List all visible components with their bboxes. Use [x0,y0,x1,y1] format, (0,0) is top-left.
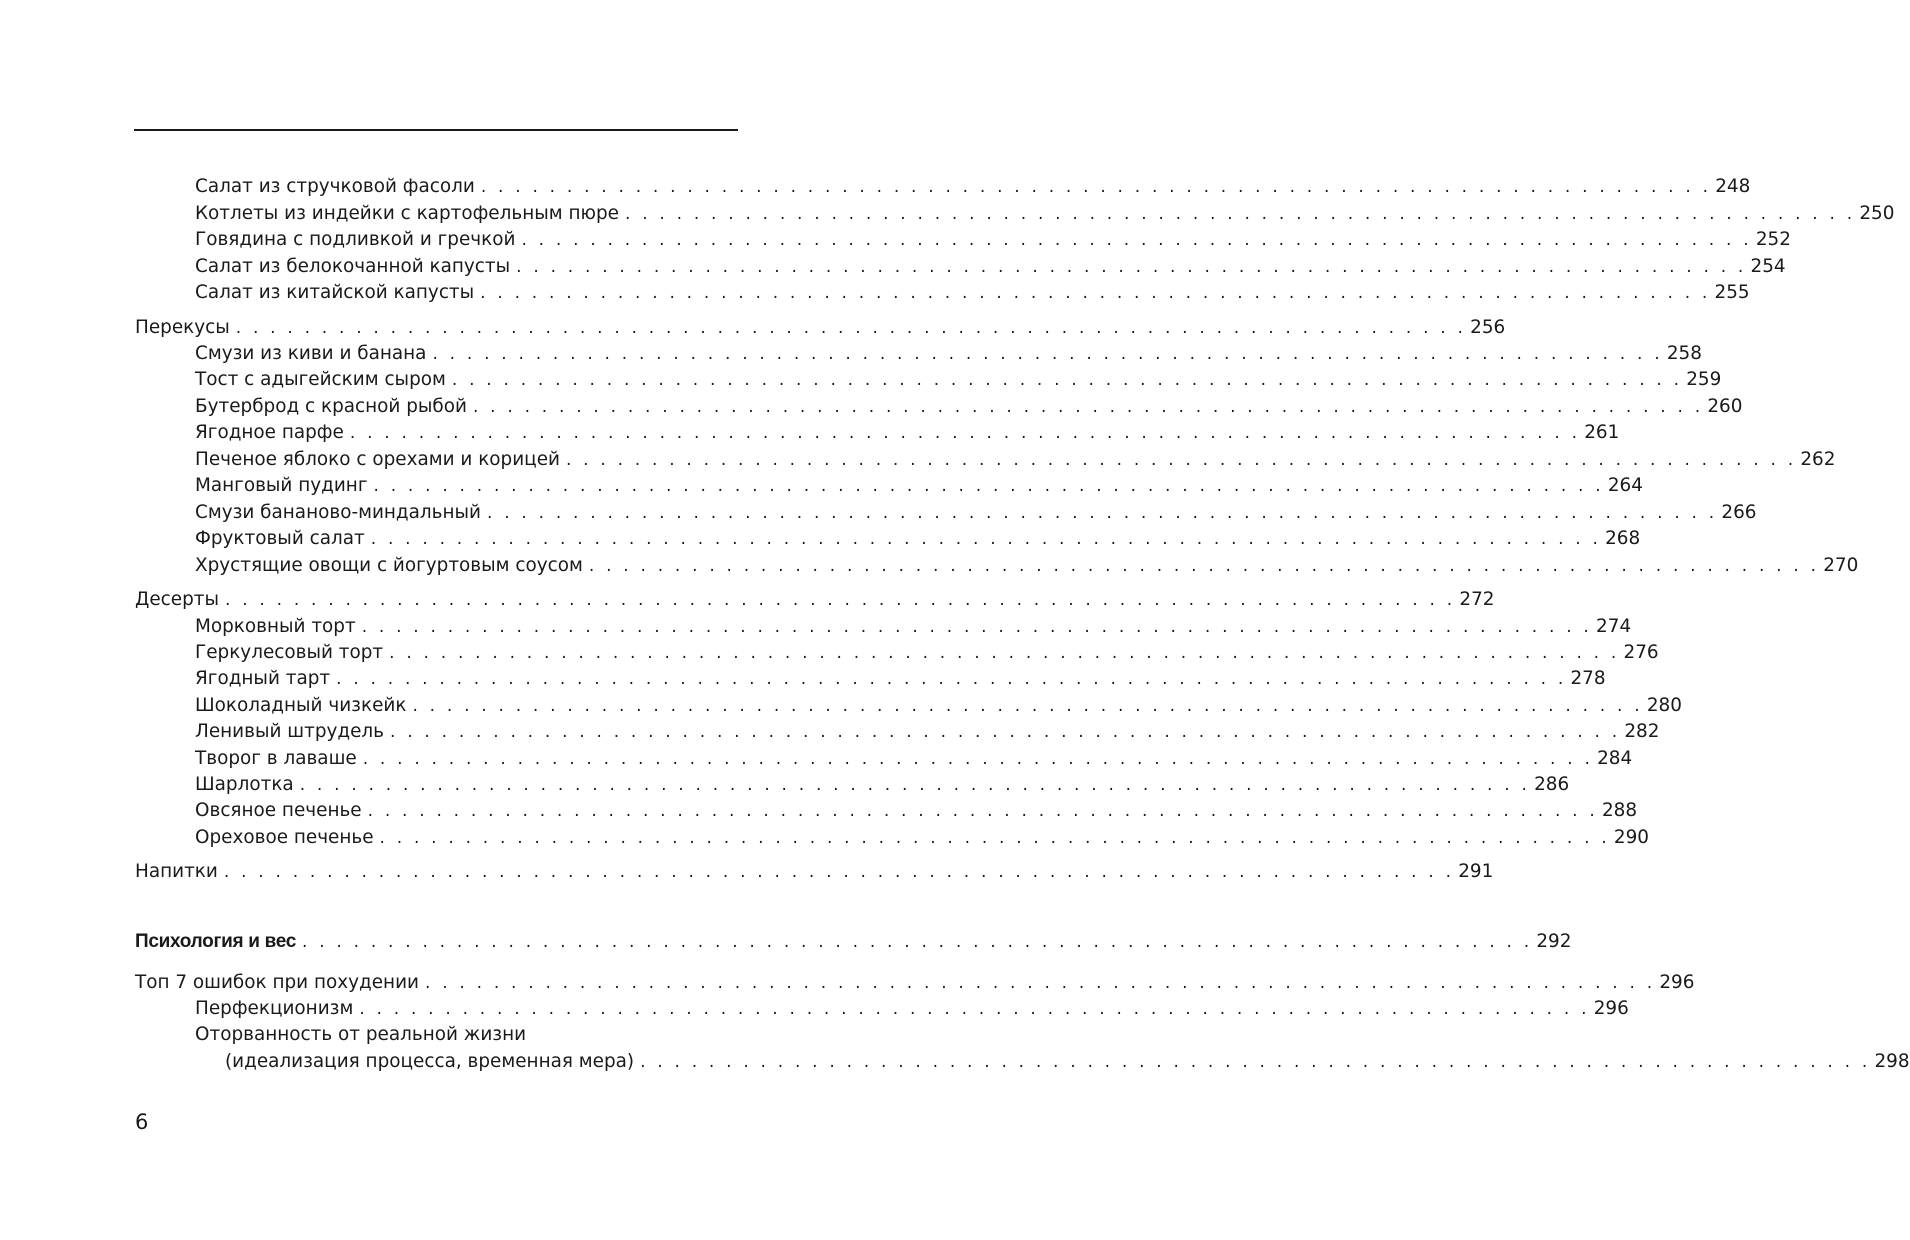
toc-page-number: 296 [1659,972,1695,993]
toc-entry[interactable] [195,745,1633,772]
dot-leader: . . . . . . . . . . . . . . . . . . . . . . . . . . . . . . . . . . . . . . . . . . . . . . . . . . . . . . . . . . . . . . . . . . . . . . . . [361,617,1593,637]
toc-section[interactable] [135,314,1506,341]
toc-page-number: 291 [1458,861,1494,882]
dot-leader: . . . . . . . . . . . . . . . . . . . . . . . . . . . . . . . . . . . . . . . . . . . . . . . . . . . . . . . . . . . . . . . . . . . . . . . . [299,775,1531,795]
dot-leader: . . . . . . . . . . . . . . . . . . . . . . . . . . . . . . . . . . . . . . . . . . . . . . . . . . . . . . . . . . . . . . . . . . . . . . . . [424,973,1656,993]
toc-page-number: 264 [1607,475,1643,496]
dot-leader: . . . . . . . . . . . . . . . . . . . . . . . . . . . . . . . . . . . . . . . . . . . . . . . . . . . . . . . . . . . . . . . . . . . . . . . . [302,932,1533,952]
toc-entry-title: Перфекционизм [195,998,354,1019]
toc-page-number: 258 [1666,343,1702,364]
toc-entry-title: Бутерброд с красной рыбой [195,396,467,417]
dot-leader: . . . . . . . . . . . . . . . . . . . . . . . . . . . . . . . . . . . . . . . . . . . . . . . . . . . . . . . . . . . . . . . . . . . . . . . . [389,643,1620,663]
toc-entry[interactable] [195,824,1650,851]
toc-page-number: 278 [1570,668,1606,689]
toc-entry-title: Салат из стручковой фасоли [195,176,475,197]
dot-leader: . . . . . . . . . . . . . . . . . . . . . . . . . . . . . . . . . . . . . . . . . . . . . . . . . . . . . . . . . . . . . . . . . . . . . . . . [373,476,1604,496]
dot-leader: . . . . . . . . . . . . . . . . . . . . . . . . . . . . . . . . . . . . . . . . . . . . . . . . . . . . . . . . . . . . . . . . . . . . . . . . [565,450,1797,470]
dot-leader: . . . . . . . . . . . . . . . . . . . . . . . . . . . . . . . . . . . . . . . . . . . . . . . . . . . . . . . . . . . . . . . . . . . . . . . . [487,503,1718,523]
toc-page-number: 252 [1755,229,1791,250]
dot-leader: . . . . . . . . . . . . . . . . . . . . . . . . . . . . . . . . . . . . . . . . . . . . . . . . . . . . . . . . . . . . . . . . . . . . . . . . [336,669,1567,689]
toc-entry-title: Смузи бананово-миндальный [195,502,482,523]
toc-section-title: Топ 7 ошибок при похудении [135,972,419,993]
toc-entry[interactable] [195,340,1702,367]
toc-page-number: 292 [1536,931,1572,952]
dot-leader: . . . . . . . . . . . . . . . . . . . . . . . . . . . . . . . . . . . . . . . . . . . . . . . . . . . . . . . . . . . . . . . . . . . . . . . . [432,344,1663,364]
toc-page-number: 260 [1707,396,1743,417]
toc-chapter[interactable] [135,928,1572,955]
toc-entry-title: Хрустящие овощи с йогуртовым соусом [195,555,583,576]
toc-entry[interactable] [195,419,1620,446]
toc-entry[interactable] [195,797,1638,824]
toc-entry[interactable] [195,718,1660,745]
toc-entry[interactable] [195,995,1629,1022]
toc-section-title: Перекусы [135,317,230,338]
toc-page-number: 280 [1646,695,1682,716]
dot-leader: . . . . . . . . . . . . . . . . . . . . . . . . . . . . . . . . . . . . . . . . . . . . . . . . . . . . . . . . . . . . . . . . . . . . . . . . [451,370,1683,390]
toc-entry-title: Морковный торт [195,616,356,637]
toc-entry[interactable] [195,552,1859,579]
toc-page-number: 250 [1859,203,1895,224]
toc-section-title: Десерты [135,589,220,610]
dot-leader: . . . . . . . . . . . . . . . . . . . . . . . . . . . . . . . . . . . . . . . . . . . . . . . . . . . . . . . . . . . . . . . . . . . . . . . . [225,590,1456,610]
dot-leader: . . . . . . . . . . . . . . . . . . . . . . . . . . . . . . . . . . . . . . . . . . . . . . . . . . . . . . . . . . . . . . . . . . . . . . . . [588,556,1820,576]
toc-entry-title: Салат из белокочанной капусты [195,256,511,277]
toc-entry-title: Ягодное парфе [195,422,344,443]
dot-leader: . . . . . . . . . . . . . . . . . . . . . . . . . . . . . . . . . . . . . . . . . . . . . . . . . . . . . . . . . . . . . . . . . . . . . . . . [390,722,1621,742]
toc-page-number: 290 [1613,827,1650,848]
dot-leader: . . . . . . . . . . . . . . . . . . . . . . . . . . . . . . . . . . . . . . . . . . . . . . . . . . . . . . . . . . . . . . . . . . . . . . . . [480,283,1711,303]
toc-page-number: 254 [1750,256,1786,277]
toc-page-number: 266 [1721,502,1757,523]
toc-entry[interactable] [195,446,1836,473]
toc-entry-title: Ленивый штрудель [195,721,384,742]
toc-page-number: 282 [1624,721,1660,742]
toc-entry[interactable] [195,393,1743,420]
toc-entry-title: Смузи из киви и банана [195,343,427,364]
dot-leader: . . . . . . . . . . . . . . . . . . . . . . . . . . . . . . . . . . . . . . . . . . . . . . . . . . . . . . . . . . . . . . . . . . . . . . . . [362,749,1594,769]
top-rule [134,129,738,131]
toc-entry-title: Творог в лаваше [195,748,357,769]
toc-page-number: 298 [1874,1051,1910,1072]
toc-page-number: 276 [1623,642,1659,663]
toc-entry[interactable] [195,200,1895,227]
toc-entry[interactable] [195,692,1682,719]
toc-entry-title: Геркулесовый торт [195,642,384,663]
toc-entry-title[interactable]: Оторванность от реальной жизни [195,1024,527,1045]
toc-section[interactable] [135,858,1494,885]
toc-entry[interactable] [195,499,1757,526]
toc-page-number: 286 [1534,774,1570,795]
toc-entry-title: Шоколадный чизкейк [195,695,407,716]
toc-entry[interactable] [195,226,1791,253]
dot-leader: . . . . . . . . . . . . . . . . . . . . . . . . . . . . . . . . . . . . . . . . . . . . . . . . . . . . . . . . . . . . . . . . . . . . . . . . [223,862,1455,882]
dot-leader: . . . . . . . . . . . . . . . . . . . . . . . . . . . . . . . . . . . . . . . . . . . . . . . . . . . . . . . . . . . . . . . . . . . . . . . . [370,529,1602,549]
toc-entry-title: Котлеты из индейки с картофельным пюре [195,203,619,224]
toc-entry-title: Овсяное печенье [195,800,362,821]
toc-entry[interactable] [195,173,1751,200]
toc-entry-title: Фруктовый салат [195,528,365,549]
toc-entry[interactable] [195,525,1641,552]
toc-chapter-title: Психология и вес [135,931,296,952]
toc-entry-title: Салат из китайской капусты [195,282,475,303]
toc-page-number: 262 [1800,449,1836,470]
toc-entry[interactable] [195,366,1722,393]
toc-entry-title: Печеное яблоко с орехами и корицей [195,449,560,470]
toc-page-number: 259 [1686,369,1722,390]
dot-leader: . . . . . . . . . . . . . . . . . . . . . . . . . . . . . . . . . . . . . . . . . . . . . . . . . . . . . . . . . . . . . . . . . . . . . . . . [624,204,1856,224]
toc-page-number: 272 [1459,589,1495,610]
toc-section[interactable] [135,969,1695,996]
dot-leader: . . . . . . . . . . . . . . . . . . . . . . . . . . . . . . . . . . . . . . . . . . . . . . . . . . . . . . . . . . . . . . . . . . . . . . . . [367,801,1598,821]
dot-leader: . . . . . . . . . . . . . . . . . . . . . . . . . . . . . . . . . . . . . . . . . . . . . . . . . . . . . . . . . . . . . . . . . . . . . . . . [521,230,1752,250]
toc-entry-title: Шарлотка [195,774,294,795]
toc-section-title: Напитки [135,861,218,882]
toc-entry[interactable] [195,639,1659,666]
toc-entry-title: Тост с адыгейским сыром [195,369,446,390]
dot-leader: . . . . . . . . . . . . . . . . . . . . . . . . . . . . . . . . . . . . . . . . . . . . . . . . . . . . . . . . . . . . . . . . . . . . . . . . [349,423,1581,443]
toc-page-number: 284 [1597,748,1633,769]
toc-section[interactable] [135,586,1495,613]
toc-entry[interactable] [195,253,1786,280]
toc-page-number: 268 [1605,528,1641,549]
toc-entry[interactable] [195,613,1632,640]
toc-entry[interactable] [195,771,1570,798]
toc-page-number: 255 [1714,282,1750,303]
toc-entry-title: Говядина с подливкой и гречкой [195,229,516,250]
dot-leader: . . . . . . . . . . . . . . . . . . . . . . . . . . . . . . . . . . . . . . . . . . . . . . . . . . . . . . . . . . . . . . . . . . . . . . . . [640,1052,1871,1072]
toc-entry[interactable] [195,665,1606,692]
toc-entry-title: Манговый пудинг [195,475,368,496]
dot-leader: . . . . . . . . . . . . . . . . . . . . . . . . . . . . . . . . . . . . . . . . . . . . . . . . . . . . . . . . . . . . . . . . . . . . . . . . [235,318,1467,338]
dot-leader: . . . . . . . . . . . . . . . . . . . . . . . . . . . . . . . . . . . . . . . . . . . . . . . . . . . . . . . . . . . . . . . . . . . . . . . . [472,397,1704,417]
toc-page-number: 274 [1596,616,1632,637]
toc-entry-title: Ореховое печенье [195,827,374,848]
toc-page-number: 296 [1593,998,1629,1019]
toc-entry-title: Ягодный тарт [195,668,331,689]
dot-leader: . . . . . . . . . . . . . . . . . . . . . . . . . . . . . . . . . . . . . . . . . . . . . . . . . . . . . . . . . . . . . . . . . . . . . . . . [359,999,1590,1019]
toc-page-number: 270 [1823,555,1859,576]
toc-entry-continuation[interactable] [225,1048,1910,1075]
toc-page-number: 256 [1470,317,1506,338]
dot-leader: . . . . . . . . . . . . . . . . . . . . . . . . . . . . . . . . . . . . . . . . . . . . . . . . . . . . . . . . . . . . . . . . . . . . . . . . [379,828,1610,848]
toc-page-number: 261 [1584,422,1620,443]
toc-entry-title: (идеализация процесса, временная мера) [225,1051,635,1072]
page-number: 6 [135,1110,149,1134]
dot-leader: . . . . . . . . . . . . . . . . . . . . . . . . . . . . . . . . . . . . . . . . . . . . . . . . . . . . . . . . . . . . . . . . . . . . . . . . [412,696,1643,716]
dot-leader: . . . . . . . . . . . . . . . . . . . . . . . . . . . . . . . . . . . . . . . . . . . . . . . . . . . . . . . . . . . . . . . . . . . . . . . . [516,257,1747,277]
dot-leader: . . . . . . . . . . . . . . . . . . . . . . . . . . . . . . . . . . . . . . . . . . . . . . . . . . . . . . . . . . . . . . . . . . . . . . . . [480,177,1712,197]
toc-page-number: 248 [1715,176,1751,197]
toc-entry[interactable] [195,279,1750,306]
toc-entry[interactable] [195,472,1643,499]
toc-page-number: 288 [1601,800,1638,821]
